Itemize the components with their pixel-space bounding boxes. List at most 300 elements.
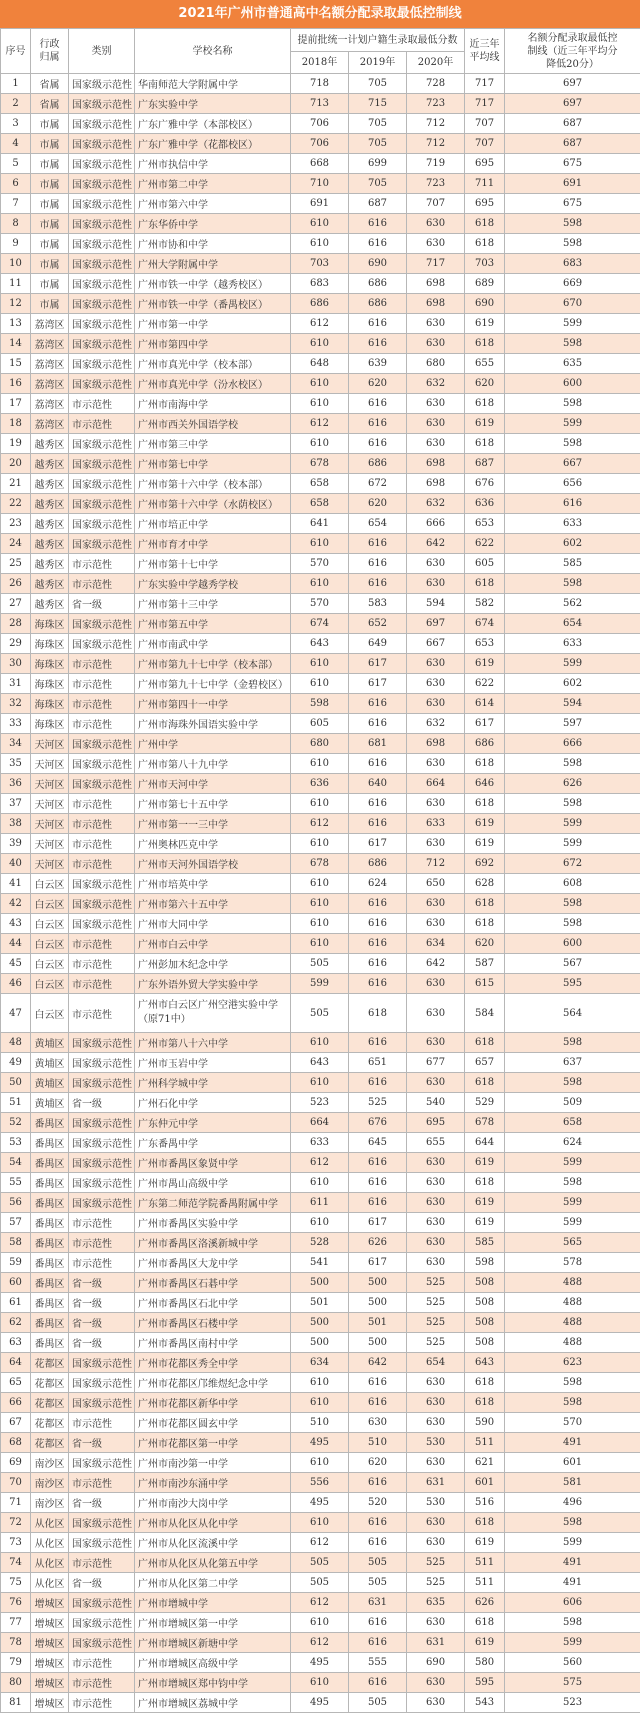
score-2018-cell: 658 <box>291 494 349 514</box>
seq-cell: 25 <box>1 554 31 574</box>
quota-cell: 599 <box>505 314 640 334</box>
average-cell: 618 <box>465 1173 505 1193</box>
score-2020-cell: 728 <box>407 74 465 94</box>
seq-cell: 64 <box>1 1353 31 1373</box>
score-2019-cell: 616 <box>349 314 407 334</box>
school-cell: 广州市南沙大岗中学 <box>135 1493 291 1513</box>
score-2018-cell: 678 <box>291 854 349 874</box>
school-cell: 广州彭加木纪念中学 <box>135 954 291 974</box>
school-cell: 广东广雅中学（花都校区） <box>135 134 291 154</box>
score-2019-cell: 616 <box>349 1633 407 1653</box>
header-2019: 2019年 <box>349 52 407 74</box>
school-cell: 广州市从化区从化第五中学 <box>135 1553 291 1573</box>
category-cell: 国家级示范性 <box>69 754 135 774</box>
score-2019-cell: 510 <box>349 1433 407 1453</box>
score-2019-cell: 715 <box>349 94 407 114</box>
category-cell: 国家级示范性 <box>69 454 135 474</box>
header-school: 学校名称 <box>135 29 291 74</box>
district-cell: 越秀区 <box>31 574 69 594</box>
seq-cell: 69 <box>1 1453 31 1473</box>
seq-cell: 37 <box>1 794 31 814</box>
header-seq: 序号 <box>1 29 31 74</box>
score-2019-cell: 616 <box>349 1193 407 1213</box>
quota-cell: 654 <box>505 614 640 634</box>
score-2020-cell: 630 <box>407 974 465 994</box>
score-2020-cell: 666 <box>407 514 465 534</box>
average-cell: 618 <box>465 914 505 934</box>
score-2020-cell: 695 <box>407 1113 465 1133</box>
quota-cell: 599 <box>505 1193 640 1213</box>
score-2019-cell: 616 <box>349 554 407 574</box>
score-2019-cell: 617 <box>349 1213 407 1233</box>
score-2018-cell: 605 <box>291 714 349 734</box>
score-2020-cell: 630 <box>407 334 465 354</box>
category-cell: 市示范性 <box>69 414 135 434</box>
school-cell: 广州市花都区邝维煜纪念中学 <box>135 1373 291 1393</box>
score-2018-cell: 610 <box>291 574 349 594</box>
score-2018-cell: 691 <box>291 194 349 214</box>
average-cell: 653 <box>465 514 505 534</box>
school-cell: 广州市大同中学 <box>135 914 291 934</box>
school-cell: 广州市增城区高级中学 <box>135 1653 291 1673</box>
average-cell: 717 <box>465 94 505 114</box>
seq-cell: 67 <box>1 1413 31 1433</box>
score-2018-cell: 680 <box>291 734 349 754</box>
quota-cell: 523 <box>505 1693 640 1713</box>
score-2020-cell: 631 <box>407 1633 465 1653</box>
school-cell: 广州市第三中学 <box>135 434 291 454</box>
score-2019-cell: 640 <box>349 774 407 794</box>
score-2018-cell: 610 <box>291 834 349 854</box>
seq-cell: 34 <box>1 734 31 754</box>
seq-cell: 50 <box>1 1073 31 1093</box>
seq-cell: 55 <box>1 1173 31 1193</box>
score-2019-cell: 686 <box>349 454 407 474</box>
seq-cell: 74 <box>1 1553 31 1573</box>
score-2020-cell: 698 <box>407 734 465 754</box>
category-cell: 市示范性 <box>69 974 135 994</box>
district-cell: 海珠区 <box>31 614 69 634</box>
district-cell: 花都区 <box>31 1373 69 1393</box>
district-cell: 越秀区 <box>31 494 69 514</box>
average-cell: 695 <box>465 194 505 214</box>
average-cell: 622 <box>465 534 505 554</box>
district-cell: 白云区 <box>31 994 69 1033</box>
score-2020-cell: 632 <box>407 374 465 394</box>
score-2019-cell: 654 <box>349 514 407 534</box>
category-cell: 国家级示范性 <box>69 314 135 334</box>
school-cell: 广东广雅中学（本部校区） <box>135 114 291 134</box>
header-quota <box>505 29 640 74</box>
average-cell: 582 <box>465 594 505 614</box>
category-cell: 市示范性 <box>69 794 135 814</box>
school-cell: 广州市南海中学 <box>135 394 291 414</box>
district-cell: 市属 <box>31 154 69 174</box>
average-cell: 695 <box>465 154 505 174</box>
score-2018-cell: 500 <box>291 1313 349 1333</box>
score-2020-cell: 630 <box>407 834 465 854</box>
seq-cell: 66 <box>1 1393 31 1413</box>
average-cell: 621 <box>465 1453 505 1473</box>
category-cell: 国家级示范性 <box>69 1073 135 1093</box>
category-cell: 国家级示范性 <box>69 1033 135 1053</box>
average-cell: 626 <box>465 1593 505 1613</box>
score-2020-cell: 630 <box>407 1173 465 1193</box>
district-cell: 荔湾区 <box>31 374 69 394</box>
seq-cell: 72 <box>1 1513 31 1533</box>
school-cell: 广东外语外贸大学实验中学 <box>135 974 291 994</box>
average-cell: 617 <box>465 714 505 734</box>
score-2019-cell: 705 <box>349 134 407 154</box>
average-cell: 620 <box>465 934 505 954</box>
seq-cell: 40 <box>1 854 31 874</box>
quota-cell: 491 <box>505 1553 640 1573</box>
school-cell: 广东华侨中学 <box>135 214 291 234</box>
average-cell: 618 <box>465 434 505 454</box>
table-row <box>1 1233 640 1253</box>
district-cell: 越秀区 <box>31 434 69 454</box>
district-cell: 增城区 <box>31 1633 69 1653</box>
score-2019-cell: 686 <box>349 854 407 874</box>
school-cell: 广州市花都区新华中学 <box>135 1393 291 1413</box>
score-2020-cell: 630 <box>407 414 465 434</box>
seq-cell: 3 <box>1 114 31 134</box>
score-2018-cell: 610 <box>291 334 349 354</box>
quota-cell: 600 <box>505 374 640 394</box>
school-cell: 广州中学 <box>135 734 291 754</box>
score-2019-cell: 705 <box>349 74 407 94</box>
score-2018-cell: 610 <box>291 754 349 774</box>
average-cell: 595 <box>465 1673 505 1693</box>
quota-cell: 608 <box>505 874 640 894</box>
average-cell: 618 <box>465 1393 505 1413</box>
seq-cell: 73 <box>1 1533 31 1553</box>
table-row <box>1 1573 640 1593</box>
seq-cell: 48 <box>1 1033 31 1053</box>
district-cell: 荔湾区 <box>31 314 69 334</box>
score-2018-cell: 686 <box>291 294 349 314</box>
quota-cell: 598 <box>505 914 640 934</box>
district-cell: 白云区 <box>31 974 69 994</box>
category-cell: 市示范性 <box>69 854 135 874</box>
district-cell: 越秀区 <box>31 534 69 554</box>
seq-cell: 54 <box>1 1153 31 1173</box>
average-cell: 615 <box>465 974 505 994</box>
score-2020-cell: 630 <box>407 574 465 594</box>
score-2019-cell: 520 <box>349 1493 407 1513</box>
score-2018-cell: 610 <box>291 1453 349 1473</box>
school-cell: 广州市番禺区石北中学 <box>135 1293 291 1313</box>
category-cell: 国家级示范性 <box>69 1613 135 1633</box>
score-2018-cell: 505 <box>291 994 349 1033</box>
table-row <box>1 1433 640 1453</box>
seq-cell: 2 <box>1 94 31 114</box>
score-2020-cell: 632 <box>407 494 465 514</box>
quota-cell: 598 <box>505 574 640 594</box>
table-row <box>1 614 640 634</box>
table-row <box>1 354 640 374</box>
quota-cell: 691 <box>505 174 640 194</box>
table-row <box>1 1453 640 1473</box>
school-cell: 广州市第十六中学（校本部） <box>135 474 291 494</box>
score-2020-cell: 594 <box>407 594 465 614</box>
table-row <box>1 1033 640 1053</box>
seq-cell: 46 <box>1 974 31 994</box>
table-row <box>1 1133 640 1153</box>
table-row <box>1 734 640 754</box>
average-cell: 655 <box>465 354 505 374</box>
district-cell: 越秀区 <box>31 594 69 614</box>
score-2018-cell: 556 <box>291 1473 349 1493</box>
score-2020-cell: 717 <box>407 254 465 274</box>
seq-cell: 16 <box>1 374 31 394</box>
score-2019-cell: 616 <box>349 414 407 434</box>
table-row <box>1 1513 640 1533</box>
score-2020-cell: 698 <box>407 274 465 294</box>
table-row <box>1 1373 640 1393</box>
category-cell: 省一级 <box>69 1573 135 1593</box>
table-row <box>1 874 640 894</box>
average-cell: 618 <box>465 1033 505 1053</box>
quota-cell: 509 <box>505 1093 640 1113</box>
quota-cell: 598 <box>505 1513 640 1533</box>
table-row <box>1 954 640 974</box>
category-cell: 市示范性 <box>69 554 135 574</box>
table-row <box>1 714 640 734</box>
seq-cell: 22 <box>1 494 31 514</box>
seq-cell: 77 <box>1 1613 31 1633</box>
district-cell: 省属 <box>31 94 69 114</box>
district-cell: 番禺区 <box>31 1273 69 1293</box>
score-2020-cell: 525 <box>407 1273 465 1293</box>
average-cell: 580 <box>465 1653 505 1673</box>
category-cell: 国家级示范性 <box>69 894 135 914</box>
table-row <box>1 1653 640 1673</box>
score-2020-cell: 633 <box>407 814 465 834</box>
quota-cell: 598 <box>505 334 640 354</box>
quota-cell: 598 <box>505 1033 640 1053</box>
table-body <box>1 74 640 1713</box>
district-cell: 番禺区 <box>31 1173 69 1193</box>
average-cell: 614 <box>465 694 505 714</box>
average-cell: 674 <box>465 614 505 634</box>
quota-cell: 616 <box>505 494 640 514</box>
table-row <box>1 434 640 454</box>
school-cell: 广州市南沙第一中学 <box>135 1453 291 1473</box>
table-row <box>1 274 640 294</box>
score-2018-cell: 523 <box>291 1093 349 1113</box>
category-cell: 市示范性 <box>69 1473 135 1493</box>
score-2020-cell: 630 <box>407 914 465 934</box>
score-2020-cell: 712 <box>407 854 465 874</box>
quota-cell: 666 <box>505 734 640 754</box>
score-2018-cell: 610 <box>291 1033 349 1053</box>
score-2018-cell: 678 <box>291 454 349 474</box>
score-2020-cell: 630 <box>407 1413 465 1433</box>
table-row <box>1 74 640 94</box>
district-cell: 白云区 <box>31 934 69 954</box>
school-cell: 广州市增城中学 <box>135 1593 291 1613</box>
district-cell: 天河区 <box>31 814 69 834</box>
average-cell: 707 <box>465 134 505 154</box>
score-2018-cell: 683 <box>291 274 349 294</box>
table-row <box>1 854 640 874</box>
district-cell: 越秀区 <box>31 474 69 494</box>
average-cell: 618 <box>465 234 505 254</box>
seq-cell: 17 <box>1 394 31 414</box>
table-row <box>1 214 640 234</box>
district-cell: 南沙区 <box>31 1473 69 1493</box>
score-2018-cell: 598 <box>291 694 349 714</box>
score-2018-cell: 610 <box>291 674 349 694</box>
district-cell: 荔湾区 <box>31 354 69 374</box>
seq-cell: 13 <box>1 314 31 334</box>
table-row <box>1 1633 640 1653</box>
school-cell: 广州市增城区荔城中学 <box>135 1693 291 1713</box>
district-cell: 番禺区 <box>31 1333 69 1353</box>
category-cell: 市示范性 <box>69 1553 135 1573</box>
school-cell: 广州市西关外国语学校 <box>135 414 291 434</box>
category-cell: 省一级 <box>69 1313 135 1333</box>
category-cell: 省一级 <box>69 594 135 614</box>
district-cell: 天河区 <box>31 854 69 874</box>
quota-cell: 672 <box>505 854 640 874</box>
category-cell: 国家级示范性 <box>69 354 135 374</box>
district-cell: 荔湾区 <box>31 414 69 434</box>
seq-cell: 63 <box>1 1333 31 1353</box>
seq-cell: 23 <box>1 514 31 534</box>
district-cell: 从化区 <box>31 1533 69 1553</box>
district-cell: 黄埔区 <box>31 1053 69 1073</box>
school-cell: 广州市真光中学（汾水校区） <box>135 374 291 394</box>
score-2020-cell: 667 <box>407 634 465 654</box>
table-row <box>1 1313 640 1333</box>
score-2019-cell: 616 <box>349 1533 407 1553</box>
district-cell: 白云区 <box>31 894 69 914</box>
score-2018-cell: 610 <box>291 214 349 234</box>
quota-cell: 598 <box>505 1373 640 1393</box>
score-2018-cell: 495 <box>291 1433 349 1453</box>
district-cell: 番禺区 <box>31 1293 69 1313</box>
district-cell: 市属 <box>31 234 69 254</box>
school-cell: 广州市培英中学 <box>135 874 291 894</box>
category-cell: 省一级 <box>69 1093 135 1113</box>
score-2020-cell: 655 <box>407 1133 465 1153</box>
district-cell: 增城区 <box>31 1613 69 1633</box>
table-row <box>1 334 640 354</box>
quota-cell: 597 <box>505 714 640 734</box>
table-row <box>1 1613 640 1633</box>
score-2019-cell: 505 <box>349 1693 407 1713</box>
school-cell: 华南师范大学附属中学 <box>135 74 291 94</box>
score-2020-cell: 650 <box>407 874 465 894</box>
table-row <box>1 154 640 174</box>
average-cell: 619 <box>465 1213 505 1233</box>
table-row <box>1 474 640 494</box>
average-cell: 643 <box>465 1353 505 1373</box>
average-cell: 644 <box>465 1133 505 1153</box>
seq-cell: 59 <box>1 1253 31 1273</box>
district-cell: 越秀区 <box>31 454 69 474</box>
average-cell: 657 <box>465 1053 505 1073</box>
district-cell: 花都区 <box>31 1433 69 1453</box>
header-district <box>31 29 69 74</box>
category-cell: 国家级示范性 <box>69 1193 135 1213</box>
score-2020-cell: 719 <box>407 154 465 174</box>
seq-cell: 45 <box>1 954 31 974</box>
average-cell: 587 <box>465 954 505 974</box>
score-2018-cell: 541 <box>291 1253 349 1273</box>
table-row <box>1 374 640 394</box>
score-2018-cell: 706 <box>291 114 349 134</box>
category-cell: 市示范性 <box>69 1693 135 1713</box>
quota-cell: 496 <box>505 1493 640 1513</box>
score-2020-cell: 630 <box>407 314 465 334</box>
table-row <box>1 114 640 134</box>
school-cell: 广州市番禺区洛溪新城中学 <box>135 1233 291 1253</box>
score-2018-cell: 706 <box>291 134 349 154</box>
category-cell: 国家级示范性 <box>69 1133 135 1153</box>
quota-cell: 599 <box>505 834 640 854</box>
quota-cell: 598 <box>505 1173 640 1193</box>
district-cell: 越秀区 <box>31 514 69 534</box>
table-row <box>1 394 640 414</box>
score-2018-cell: 610 <box>291 434 349 454</box>
district-cell: 番禺区 <box>31 1213 69 1233</box>
seq-cell: 41 <box>1 874 31 894</box>
school-cell: 广州市第一一三中学 <box>135 814 291 834</box>
score-2020-cell: 630 <box>407 1453 465 1473</box>
score-2018-cell: 610 <box>291 374 349 394</box>
seq-cell: 31 <box>1 674 31 694</box>
score-2018-cell: 510 <box>291 1413 349 1433</box>
average-cell: 618 <box>465 1513 505 1533</box>
table-row <box>1 894 640 914</box>
seq-cell: 32 <box>1 694 31 714</box>
score-2018-cell: 500 <box>291 1273 349 1293</box>
quota-cell: 562 <box>505 594 640 614</box>
seq-cell: 5 <box>1 154 31 174</box>
district-cell: 番禺区 <box>31 1313 69 1333</box>
school-cell: 广东仲元中学 <box>135 1113 291 1133</box>
score-2019-cell: 672 <box>349 474 407 494</box>
score-2020-cell: 630 <box>407 1233 465 1253</box>
district-cell: 市属 <box>31 194 69 214</box>
seq-cell: 58 <box>1 1233 31 1253</box>
seq-cell: 56 <box>1 1193 31 1213</box>
seq-cell: 29 <box>1 634 31 654</box>
district-cell: 市属 <box>31 174 69 194</box>
category-cell: 国家级示范性 <box>69 1153 135 1173</box>
average-cell: 618 <box>465 1373 505 1393</box>
category-cell: 省一级 <box>69 1493 135 1513</box>
score-2019-cell: 505 <box>349 1573 407 1593</box>
seq-cell: 35 <box>1 754 31 774</box>
school-cell: 广州市第一中学 <box>135 314 291 334</box>
header-category: 类别 <box>69 29 135 74</box>
score-2020-cell: 630 <box>407 1393 465 1413</box>
score-2019-cell: 616 <box>349 694 407 714</box>
district-cell: 番禺区 <box>31 1153 69 1173</box>
score-2020-cell: 698 <box>407 474 465 494</box>
category-cell: 国家级示范性 <box>69 514 135 534</box>
score-2019-cell: 616 <box>349 894 407 914</box>
quota-cell: 606 <box>505 1593 640 1613</box>
category-cell: 国家级示范性 <box>69 534 135 554</box>
table-row <box>1 994 640 1033</box>
district-cell: 越秀区 <box>31 554 69 574</box>
score-2019-cell: 620 <box>349 494 407 514</box>
